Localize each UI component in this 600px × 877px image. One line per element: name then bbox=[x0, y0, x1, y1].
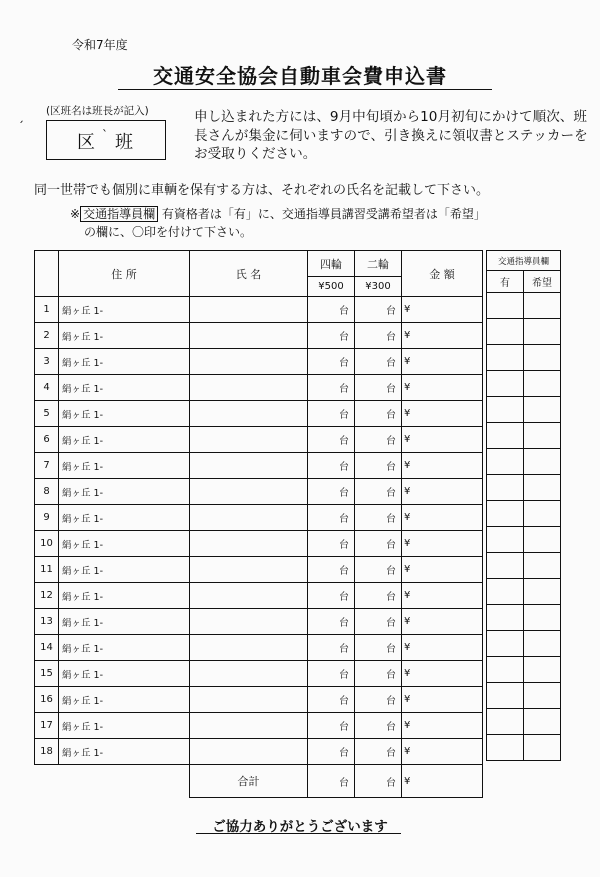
instructor-wish-field[interactable] bbox=[524, 319, 561, 345]
row-number: 6 bbox=[35, 427, 59, 453]
two-wheel-count-field[interactable]: 台 bbox=[355, 375, 402, 401]
name-field[interactable] bbox=[190, 609, 308, 635]
amount-field[interactable]: ¥ bbox=[402, 427, 483, 453]
table-row bbox=[35, 713, 483, 739]
instructor-row bbox=[487, 553, 561, 579]
amount-field[interactable]: ¥ bbox=[402, 531, 483, 557]
header-no bbox=[35, 251, 59, 297]
header-address: 住 所 bbox=[59, 251, 190, 297]
name-field[interactable] bbox=[190, 687, 308, 713]
name-field[interactable] bbox=[190, 505, 308, 531]
district-han-label: 班 bbox=[115, 132, 133, 153]
table-row bbox=[35, 739, 483, 765]
instructor-wish-field[interactable] bbox=[524, 397, 561, 423]
four-wheel-count-field[interactable]: 台 bbox=[308, 349, 355, 375]
name-field[interactable] bbox=[190, 583, 308, 609]
instructor-has-field[interactable] bbox=[487, 319, 524, 345]
era-year: 令和7年度 bbox=[72, 38, 128, 52]
table-row bbox=[35, 427, 483, 453]
instructor-row bbox=[487, 631, 561, 657]
two-wheel-count-field[interactable]: 台 bbox=[355, 635, 402, 661]
instructor-row bbox=[487, 605, 561, 631]
name-field[interactable] bbox=[190, 453, 308, 479]
two-wheel-count-field[interactable]: 台 bbox=[355, 739, 402, 765]
instructor-wish-field[interactable] bbox=[524, 631, 561, 657]
address-field[interactable]: 絹ヶ丘 1- bbox=[59, 427, 190, 453]
two-wheel-count-field[interactable]: 台 bbox=[355, 401, 402, 427]
instructor-has-field[interactable] bbox=[487, 371, 524, 397]
row-number: 18 bbox=[35, 739, 59, 765]
note-line1: 有資格者は「有」に、交通指導員講習受講希望者は「希望」 bbox=[161, 207, 486, 221]
note-mark: ※ bbox=[70, 207, 81, 221]
table-row bbox=[35, 583, 483, 609]
two-wheel-count-field[interactable]: 台 bbox=[355, 687, 402, 713]
four-wheel-count-field[interactable]: 台 bbox=[308, 323, 355, 349]
instructor-has-field[interactable] bbox=[487, 527, 524, 553]
instructor-wish-field[interactable] bbox=[524, 501, 561, 527]
address-field[interactable]: 絹ヶ丘 1- bbox=[59, 401, 190, 427]
address-field[interactable]: 絹ヶ丘 1- bbox=[59, 713, 190, 739]
total-four-wheel-field[interactable]: 台 bbox=[308, 765, 355, 798]
instructor-wish-field[interactable] bbox=[524, 605, 561, 631]
name-field[interactable] bbox=[190, 531, 308, 557]
instructor-has-field[interactable] bbox=[487, 449, 524, 475]
address-field[interactable]: 絹ヶ丘 1- bbox=[59, 557, 190, 583]
separate-note: 同一世帯でも個別に車輌を保有する方は、それぞれの氏名を記載して下さい。 bbox=[34, 183, 490, 198]
four-wheel-count-field[interactable]: 台 bbox=[308, 479, 355, 505]
table-row bbox=[35, 687, 483, 713]
table-row bbox=[35, 635, 483, 661]
row-number: 4 bbox=[35, 375, 59, 401]
row-number: 7 bbox=[35, 453, 59, 479]
row-number: 15 bbox=[35, 661, 59, 687]
header-two-wheel: 二輪 bbox=[355, 251, 402, 277]
four-wheel-count-field[interactable]: 台 bbox=[308, 375, 355, 401]
instructor-row bbox=[487, 345, 561, 371]
instructor-row bbox=[487, 371, 561, 397]
row-number: 3 bbox=[35, 349, 59, 375]
row-number: 14 bbox=[35, 635, 59, 661]
district-note: (区班名は班長が記入) bbox=[46, 105, 149, 117]
two-wheel-count-field[interactable]: 台 bbox=[355, 661, 402, 687]
instructor-row bbox=[487, 501, 561, 527]
row-number: 16 bbox=[35, 687, 59, 713]
instructor-wish-header: 希望 bbox=[524, 271, 561, 293]
name-field[interactable] bbox=[190, 557, 308, 583]
instructor-row bbox=[487, 397, 561, 423]
instructor-has-field[interactable] bbox=[487, 293, 524, 319]
table-row bbox=[35, 505, 483, 531]
two-wheel-count-field[interactable]: 台 bbox=[355, 531, 402, 557]
four-wheel-count-field[interactable]: 台 bbox=[308, 531, 355, 557]
amount-field[interactable]: ¥ bbox=[402, 479, 483, 505]
two-wheel-count-field[interactable]: 台 bbox=[355, 583, 402, 609]
amount-field[interactable]: ¥ bbox=[402, 323, 483, 349]
address-field[interactable]: 絹ヶ丘 1- bbox=[59, 375, 190, 401]
row-number: 11 bbox=[35, 557, 59, 583]
instructor-wish-field[interactable] bbox=[524, 579, 561, 605]
name-field[interactable] bbox=[190, 661, 308, 687]
amount-field[interactable]: ¥ bbox=[402, 739, 483, 765]
four-wheel-count-field[interactable]: 台 bbox=[308, 661, 355, 687]
instructor-wish-field[interactable] bbox=[524, 709, 561, 735]
amount-field[interactable]: ¥ bbox=[402, 635, 483, 661]
four-wheel-count-field[interactable]: 台 bbox=[308, 687, 355, 713]
two-wheel-count-field[interactable]: 台 bbox=[355, 609, 402, 635]
table-row bbox=[35, 453, 483, 479]
total-row bbox=[35, 765, 483, 798]
table-row bbox=[35, 479, 483, 505]
address-field[interactable]: 絹ヶ丘 1- bbox=[59, 687, 190, 713]
instructor-has-field[interactable] bbox=[487, 345, 524, 371]
total-label: 合計 bbox=[190, 765, 308, 798]
two-wheel-count-field[interactable]: 台 bbox=[355, 505, 402, 531]
address-field[interactable]: 絹ヶ丘 1- bbox=[59, 635, 190, 661]
amount-field[interactable]: ¥ bbox=[402, 687, 483, 713]
amount-field[interactable]: ¥ bbox=[402, 297, 483, 323]
instructor-has-field[interactable] bbox=[487, 709, 524, 735]
instructor-has-field[interactable] bbox=[487, 657, 524, 683]
row-number: 1 bbox=[35, 297, 59, 323]
page-title: 交通安全協会自動車会費申込書 bbox=[153, 64, 447, 88]
header-amount: 金 額 bbox=[402, 251, 483, 297]
instructor-has-header: 有 bbox=[487, 271, 524, 293]
four-wheel-count-field[interactable]: 台 bbox=[308, 609, 355, 635]
instructor-wish-field[interactable] bbox=[524, 449, 561, 475]
four-wheel-count-field[interactable]: 台 bbox=[308, 401, 355, 427]
name-field[interactable] bbox=[190, 297, 308, 323]
note-box-label: 交通指導員欄 bbox=[80, 206, 158, 222]
amount-field[interactable]: ¥ bbox=[402, 713, 483, 739]
intro-text: 申し込まれた方には、9月中旬頃から10月初旬にかけて順次、班長さんが集金に伺いますので、引き換えに領収書とステッカーをお受取りください。 bbox=[194, 109, 588, 162]
instructor-has-field[interactable] bbox=[487, 397, 524, 423]
row-number: 12 bbox=[35, 583, 59, 609]
amount-field[interactable]: ¥ bbox=[402, 401, 483, 427]
two-wheel-count-field[interactable]: 台 bbox=[355, 479, 402, 505]
table-row bbox=[35, 297, 483, 323]
table-row bbox=[35, 661, 483, 687]
instructor-row bbox=[487, 319, 561, 345]
title-underline bbox=[118, 89, 492, 91]
two-wheel-count-field[interactable]: 台 bbox=[355, 323, 402, 349]
instructor-row bbox=[487, 449, 561, 475]
instructor-has-field[interactable] bbox=[487, 423, 524, 449]
address-field[interactable]: 絹ヶ丘 1- bbox=[59, 739, 190, 765]
note-line2: の欄に、〇印を付けて下さい。 bbox=[84, 225, 253, 239]
row-number: 9 bbox=[35, 505, 59, 531]
instructor-row bbox=[487, 579, 561, 605]
header-four-wheel: 四輪 bbox=[308, 251, 355, 277]
instructor-wish-field[interactable] bbox=[524, 553, 561, 579]
district-labels: 区 ˋ 班 bbox=[77, 128, 133, 153]
name-field[interactable] bbox=[190, 739, 308, 765]
name-field[interactable] bbox=[190, 375, 308, 401]
instructor-has-field[interactable] bbox=[487, 475, 524, 501]
instructor-has-field[interactable] bbox=[487, 683, 524, 709]
name-field[interactable] bbox=[190, 401, 308, 427]
header-four-wheel-price: ¥500 bbox=[308, 277, 355, 297]
address-field[interactable]: 絹ヶ丘 1- bbox=[59, 323, 190, 349]
thanks-text: ご協力ありがとうございます bbox=[212, 819, 388, 835]
instructor-row bbox=[487, 423, 561, 449]
four-wheel-count-field[interactable]: 台 bbox=[308, 505, 355, 531]
instructor-has-field[interactable] bbox=[487, 735, 524, 761]
address-field[interactable]: 絹ヶ丘 1- bbox=[59, 479, 190, 505]
name-field[interactable] bbox=[190, 635, 308, 661]
address-field[interactable]: 絹ヶ丘 1- bbox=[59, 609, 190, 635]
amount-field[interactable]: ¥ bbox=[402, 583, 483, 609]
two-wheel-count-field[interactable]: 台 bbox=[355, 427, 402, 453]
instructor-has-field[interactable] bbox=[487, 579, 524, 605]
table-row bbox=[35, 609, 483, 635]
instructor-wish-field[interactable] bbox=[524, 657, 561, 683]
instructor-row bbox=[487, 735, 561, 761]
instructor-row bbox=[487, 709, 561, 735]
four-wheel-count-field[interactable]: 台 bbox=[308, 713, 355, 739]
address-field[interactable]: 絹ヶ丘 1- bbox=[59, 297, 190, 323]
table-row bbox=[35, 531, 483, 557]
instructor-note bbox=[70, 205, 486, 241]
table-row bbox=[35, 557, 483, 583]
instructor-row bbox=[487, 527, 561, 553]
scan-mark: ˏ bbox=[18, 109, 24, 123]
instructor-wish-field[interactable] bbox=[524, 475, 561, 501]
two-wheel-count-field[interactable]: 台 bbox=[355, 349, 402, 375]
amount-field[interactable]: ¥ bbox=[402, 453, 483, 479]
instructor-header: 交通指導員欄 bbox=[487, 251, 561, 271]
application-table bbox=[34, 250, 483, 798]
amount-field[interactable]: ¥ bbox=[402, 505, 483, 531]
address-field[interactable]: 絹ヶ丘 1- bbox=[59, 505, 190, 531]
total-amount-field[interactable]: ¥ bbox=[402, 765, 483, 798]
instructor-has-field[interactable] bbox=[487, 501, 524, 527]
row-number: 17 bbox=[35, 713, 59, 739]
table-row bbox=[35, 401, 483, 427]
name-field[interactable] bbox=[190, 427, 308, 453]
row-number: 2 bbox=[35, 323, 59, 349]
row-number: 8 bbox=[35, 479, 59, 505]
amount-field[interactable]: ¥ bbox=[402, 609, 483, 635]
table-row bbox=[35, 375, 483, 401]
address-field[interactable]: 絹ヶ丘 1- bbox=[59, 531, 190, 557]
address-field[interactable]: 絹ヶ丘 1- bbox=[59, 661, 190, 687]
amount-field[interactable]: ¥ bbox=[402, 557, 483, 583]
address-field[interactable]: 絹ヶ丘 1- bbox=[59, 349, 190, 375]
header-name: 氏 名 bbox=[190, 251, 308, 297]
four-wheel-count-field[interactable]: 台 bbox=[308, 297, 355, 323]
four-wheel-count-field[interactable]: 台 bbox=[308, 583, 355, 609]
name-field[interactable] bbox=[190, 713, 308, 739]
instructor-has-field[interactable] bbox=[487, 553, 524, 579]
total-spacer bbox=[35, 765, 190, 798]
instructor-row bbox=[487, 475, 561, 501]
four-wheel-count-field[interactable]: 台 bbox=[308, 635, 355, 661]
name-field[interactable] bbox=[190, 349, 308, 375]
total-two-wheel-field[interactable]: 台 bbox=[355, 765, 402, 798]
instructor-wish-field[interactable] bbox=[524, 527, 561, 553]
name-field[interactable] bbox=[190, 323, 308, 349]
thanks-underline bbox=[196, 833, 401, 834]
instructor-has-field[interactable] bbox=[487, 605, 524, 631]
instructor-table bbox=[486, 250, 561, 761]
amount-field[interactable]: ¥ bbox=[402, 661, 483, 687]
two-wheel-count-field[interactable]: 台 bbox=[355, 713, 402, 739]
name-field[interactable] bbox=[190, 479, 308, 505]
two-wheel-count-field[interactable]: 台 bbox=[355, 557, 402, 583]
row-number: 10 bbox=[35, 531, 59, 557]
amount-field[interactable]: ¥ bbox=[402, 349, 483, 375]
four-wheel-count-field[interactable]: 台 bbox=[308, 453, 355, 479]
four-wheel-count-field[interactable]: 台 bbox=[308, 557, 355, 583]
instructor-wish-field[interactable] bbox=[524, 735, 561, 761]
address-field[interactable]: 絹ヶ丘 1- bbox=[59, 453, 190, 479]
row-number: 5 bbox=[35, 401, 59, 427]
instructor-has-field[interactable] bbox=[487, 631, 524, 657]
instructor-row bbox=[487, 683, 561, 709]
four-wheel-count-field[interactable]: 台 bbox=[308, 739, 355, 765]
instructor-row bbox=[487, 293, 561, 319]
amount-field[interactable]: ¥ bbox=[402, 375, 483, 401]
instructor-wish-field[interactable] bbox=[524, 371, 561, 397]
instructor-wish-field[interactable] bbox=[524, 345, 561, 371]
address-field[interactable]: 絹ヶ丘 1- bbox=[59, 583, 190, 609]
row-number: 13 bbox=[35, 609, 59, 635]
table-row bbox=[35, 323, 483, 349]
district-ku-label: 区 bbox=[77, 132, 95, 153]
instructor-wish-field[interactable] bbox=[524, 293, 561, 319]
table-row bbox=[35, 349, 483, 375]
two-wheel-count-field[interactable]: 台 bbox=[355, 297, 402, 323]
instructor-wish-field[interactable] bbox=[524, 423, 561, 449]
two-wheel-count-field[interactable]: 台 bbox=[355, 453, 402, 479]
four-wheel-count-field[interactable]: 台 bbox=[308, 427, 355, 453]
instructor-wish-field[interactable] bbox=[524, 683, 561, 709]
instructor-row bbox=[487, 657, 561, 683]
header-two-wheel-price: ¥300 bbox=[355, 277, 402, 297]
